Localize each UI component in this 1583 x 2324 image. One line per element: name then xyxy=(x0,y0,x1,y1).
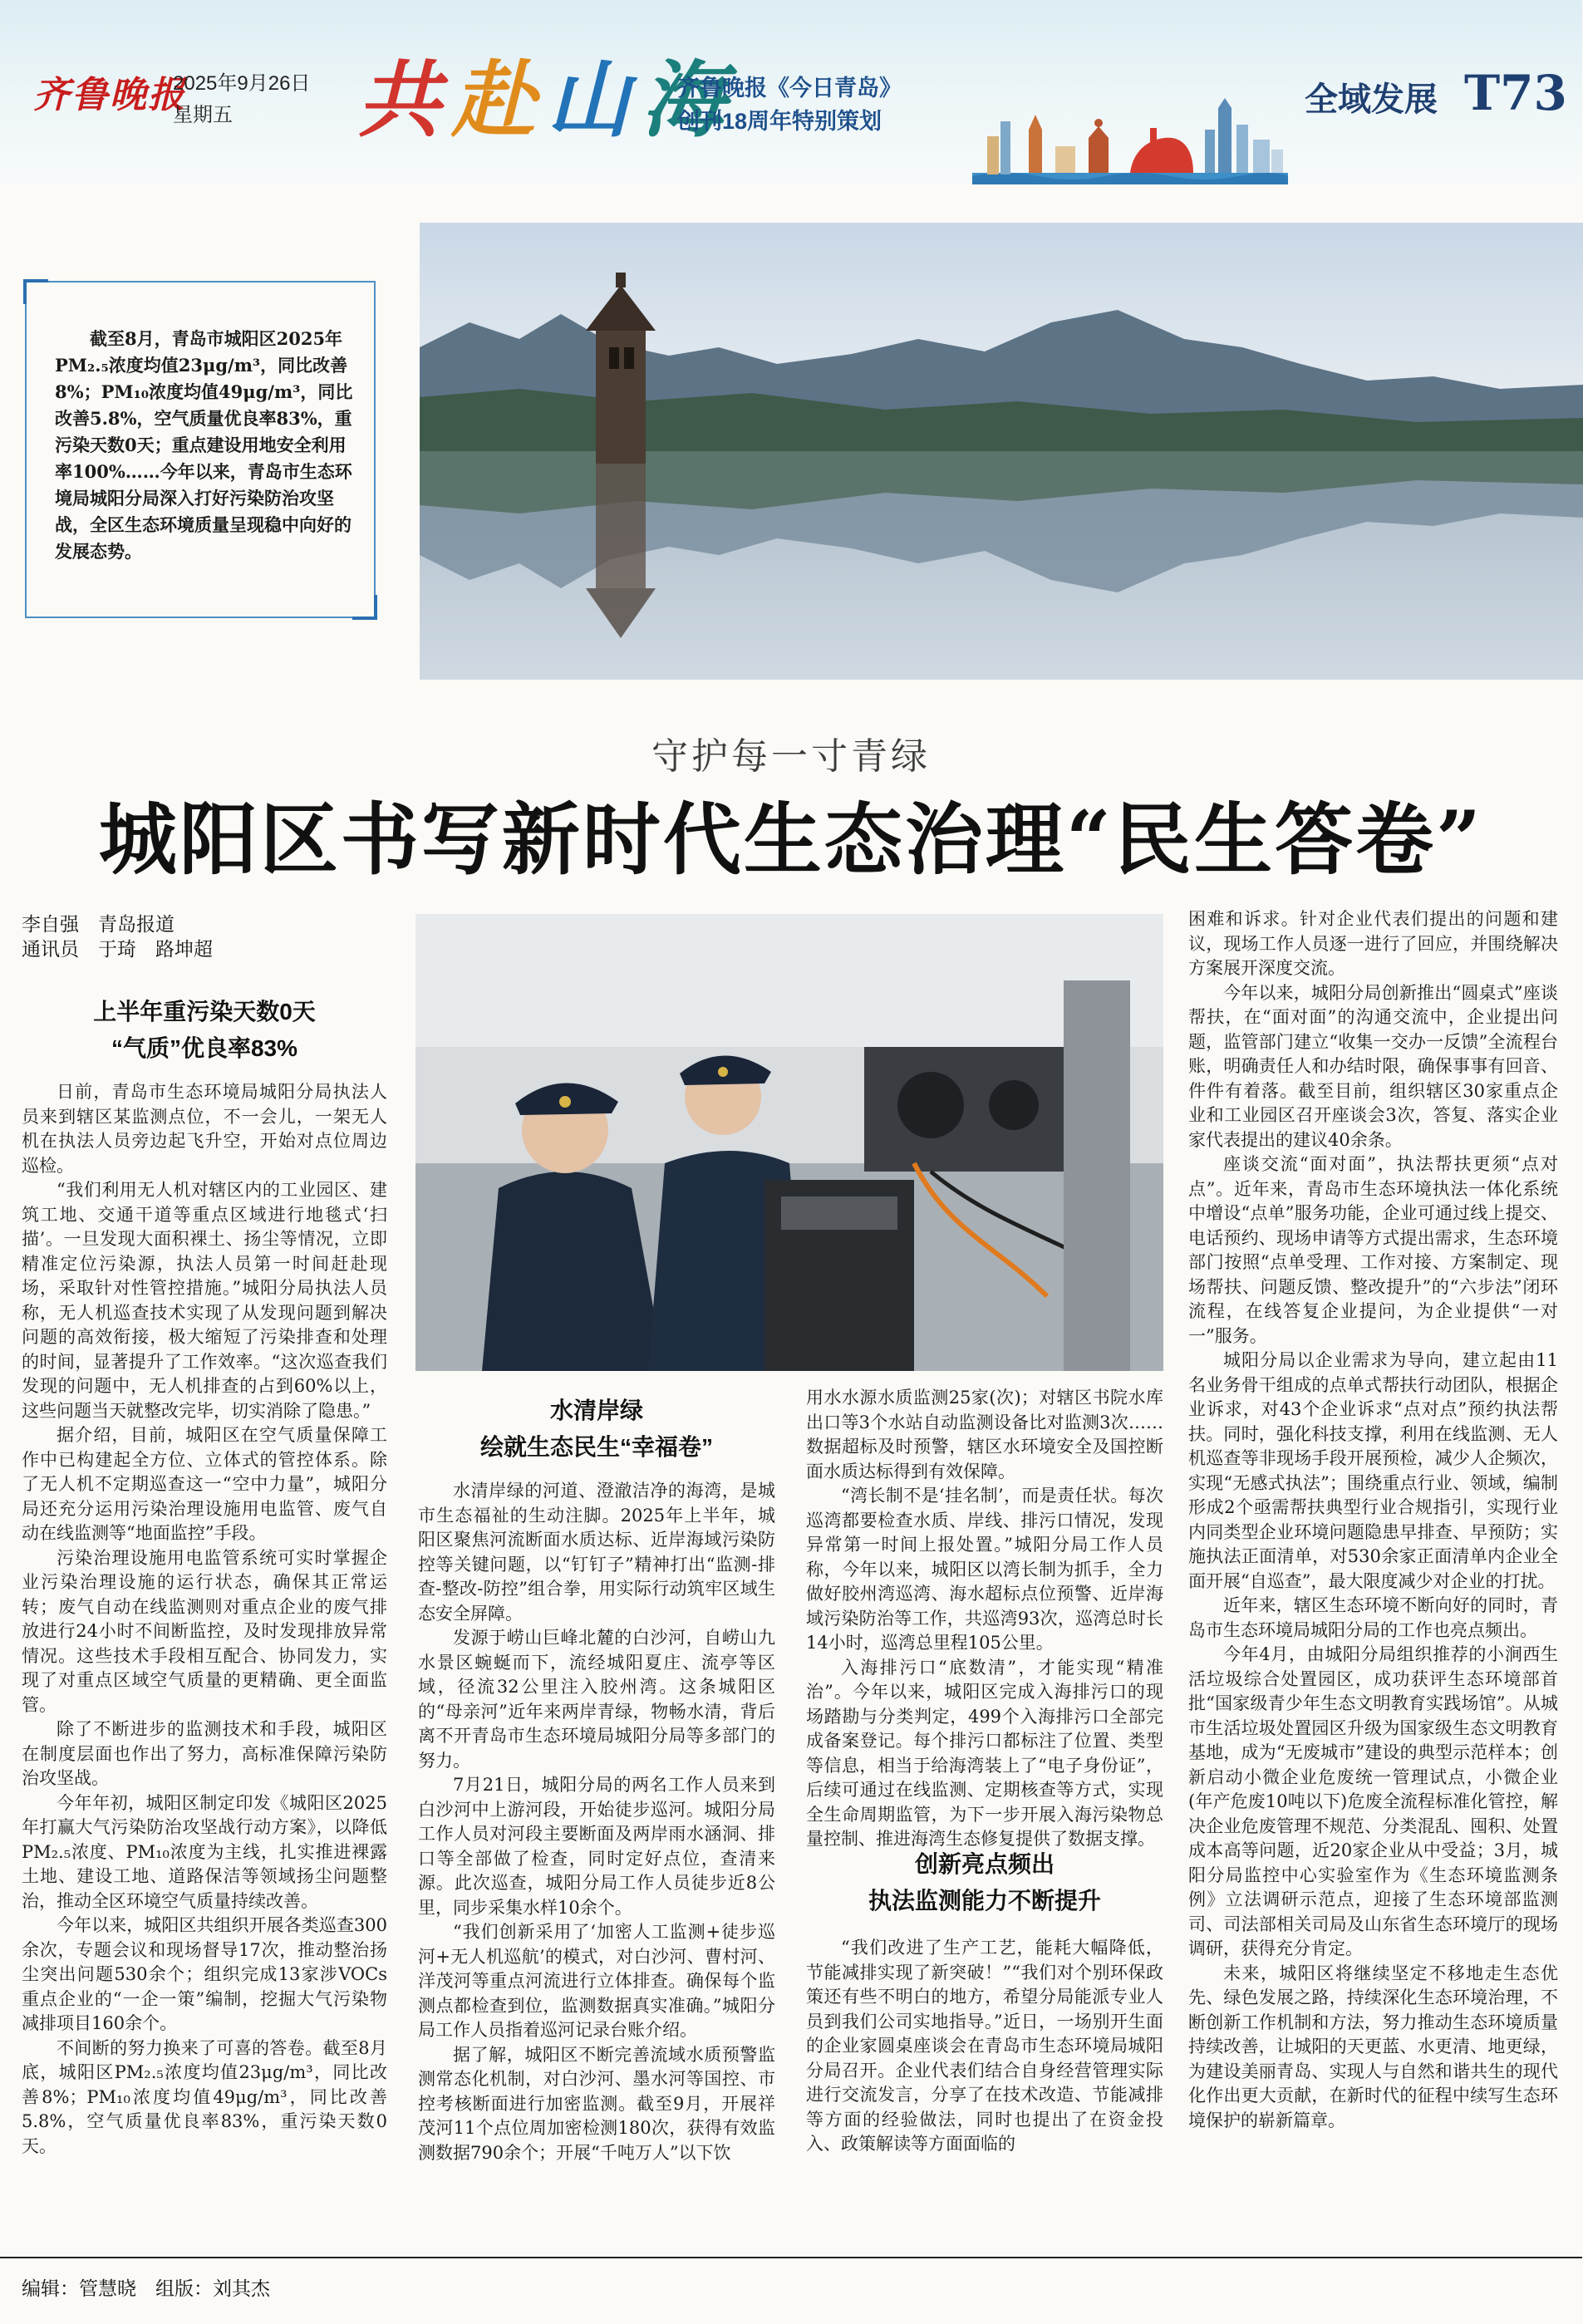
article-paragraph: 用水水源水质监测25家(次)；对辖区书院水库出口等3个水站自动监测设备比对监测3次……数据超标及时预警，辖区水环境安全及国控断面水质达标得到有效保障。 xyxy=(806,1388,1163,1481)
lake-tower-photo xyxy=(420,223,1583,680)
section3-title-line2: 执法监测能力不断提升 xyxy=(868,1888,1101,1914)
byline-correspondents: 通讯员 于琦 路坤超 xyxy=(22,938,213,960)
section2-title-line2: 绘就生态民生“幸福卷” xyxy=(479,1434,713,1460)
article-paragraph: 座谈交流“面对面”，执法帮扶更须“点对点”。近年来，青岛市生态环境执法一体化系统中增设“点单”服务功能，企业可通过线上提交、电话预约、现场申请等方式提出需求，生态环境部门按照“点单受理、工作对接、方案制定、现场帮扶、问题反馈、整改提升”的“六步法”闭环流程，在线答复企业提问，为企业提供“一对一”服务。 xyxy=(1188,1154,1558,1346)
section-name: 全域发展 xyxy=(1305,81,1438,118)
corner-decoration xyxy=(352,595,377,620)
article-column-3-continued xyxy=(806,1936,1163,2243)
special-subtitle-2: 创刊18周年特别策划 xyxy=(677,109,882,134)
article-paragraph: 困难和诉求。针对企业代表们提出的问题和建议，现场工作人员逐一进行了回应，并围绕解决方案展开深度交流。 xyxy=(1188,909,1558,978)
section1-title-line1: 上半年重污染天数0天 xyxy=(93,999,316,1024)
article-paragraph: 发源于崂山巨峰北麓的白沙河，自崂山九水景区蜿蜒而下，流经城阳夏庄、流亭等区域，径流32公里注入胶州湾。这条城阳区的“母亲河”近年来两岸青绿，物畅水清，背后离不开青岛市生态环境局城阳分局等多部门的努力。 xyxy=(418,1628,775,1771)
newspaper-logo: 齐鲁晚报 xyxy=(33,74,186,116)
summary-text: 截至8月，青岛市城阳区2025年PM₂.₅浓度均值23μg/m³，同比改善8%；PM₁₀浓度均值49μg/m³，同比改善5.8%，空气质量优良率83%，重污染天数0天；重点建设用地安全利用率100%……今年以来，青岛市生态环境局城阳分局深入打好污染防治攻坚战，全区生态环境质量呈现稳中向好的发展态势。 xyxy=(55,328,353,562)
article-paragraph: 今年以来，城阳分局创新推出“圆桌式”座谈帮扶，在“面对面”的沟通交流中，企业提出问题，监管部门建立“收集一交办一反馈”全流程台账，明确责任人和办结时限，确保事事有回音、件件有着落。截至目前，组织辖区30家重点企业和工业园区召开座谈会3次，答复、落实企业家代表提出的建议40余条。 xyxy=(1188,982,1558,1150)
article-paragraph: 近年来，辖区生态环境不断向好的同时，青岛市生态环境局城阳分局的工作也亮点频出。 xyxy=(1188,1595,1558,1640)
section2-title-line1: 水清岸绿 xyxy=(549,1398,643,1423)
article-paragraph: 7月21日，城阳分局的两名工作人员来到白沙河中上游河段，开始徒步巡河。城阳分局工作人员对河段主要断面及两岸雨水涵洞、排口等全部做了检查，同时定好点位，查清来源。此次巡查，城阳分局工作人员徒步近8公里，同步采集水样10余个。 xyxy=(418,1775,775,1918)
article-paragraph: 入海排污口“底数清”，才能实现“精准治”。今年以来，城阳区完成入海排污口的现场踏勘与分类判定，499个入海排污口全部完成备案登记。每个排污口都标注了位置、类型等信息，相当于给海湾装上了“电子身份证”，后续可通过在线监测、定期核查等方式，实现全生命周期监管，为下一步开展入海污染物总量控制、推进海湾生态修复提供了数据支撑。 xyxy=(806,1657,1163,1849)
article-kicker: 守护每一寸青绿 xyxy=(651,736,931,777)
article-paragraph: 污染治理设施用电监管系统可实时掌握企业污染治理设施的运行状态，确保其正常运转；废气自动在线监测则对重点企业的废气排放进行24小时不间断监控，及时发现排放异常情况。这些技术手段相互配合、协同发力，实现了对重点区域空气质量的更精确、更全面监管。 xyxy=(22,1547,387,1715)
article-paragraph: 据了解，城阳区不断完善流域水质预警监测常态化机制，对白沙河、墨水河等国控、市控考核断面进行加密监测。截至9月，开展祥茂河11个点位周加密检测180次，获得有效监测数据790余个；开展“千吨万人”以下饮 xyxy=(418,2044,775,2163)
article-headline: 城阳区书写新时代生态治理“民生答卷” xyxy=(98,794,1484,886)
article-paragraph: 据介绍，目前，城阳区在空气质量保障工作中已构建起全方位、立体式的管控体系。除了无人机不定期巡查这一“空中力量”，城阳分局还充分运用污染治理设施用电监管、废气自动在线监测等“地面监控”手段。 xyxy=(22,1425,387,1543)
article-paragraph: 今年4月，由城阳分局组织推荐的小涧西生活垃圾综合处置园区，成功获评生态环境部首批“国家级青少年生态文明教育实践场馆”。从城市生活垃圾处置园区升级为国家级生态文明教育基地，成为“无废城市”建设的典型示范样本；创新启动小微企业危废统一管理试点，小微企业(年产危废10吨以下)危废全流程标准化管控，解决企业危废管理不规范、分类混乱、囤积、处置成本高等问题，近20家企业从中受益；3月，城阳分局监控中心实验室作为《生态环境监测条例》立法调研示范点，迎接了生态环境部监测司、司法部相关司局及山东省生态环境厅的现场调研，获得充分肯定。 xyxy=(1188,1644,1558,1958)
article-paragraph: “湾长制不是‘挂名制’，而是责任状。每次巡湾都要检查水质、岸线、排污口情况，发现异常第一时间上报处置。”城阳分局工作人员称，今年以来，城阳区以湾长制为抓手，全力做好胶州湾巡湾、海水超标点位预警、近岸海域污染防治等工作，共巡湾93次，巡湾总时长14小时，巡湾总里程105公里。 xyxy=(806,1486,1163,1653)
article-paragraph: 未来，城阳区将继续坚定不移地走生态优先、绿色发展之路，持续深化生态环境治理，不断创新工作机制和方法，努力推动生态环境质量持续改善，让城阳的天更蓝、水更清、地更绿，为建设美丽青岛、实现人与自然和谐共生的现代化作出更大贡献，在新时代的征程中续写生态环境保护的崭新篇章。 xyxy=(1188,1963,1558,2130)
article-column-4 xyxy=(1188,907,1558,2243)
issue-weekday: 星期五 xyxy=(173,104,233,126)
special-title: 共赴山海 xyxy=(357,51,736,149)
article-column-2 xyxy=(418,1479,775,2243)
summary-box xyxy=(25,281,376,618)
article-paragraph: 今年以来，城阳区共组织开展各类巡查300余次，专题会议和现场督导17次，推动整治扬尘突出问题530余个；组织完成13家涉VOCs重点企业的“一企一策”编制，挖掘大气污染物减排项目160余个。 xyxy=(22,1915,387,2033)
article-column-1 xyxy=(22,1080,387,2239)
article-column-3 xyxy=(806,1386,1163,1849)
article-paragraph: “我们利用无人机对辖区内的工业园区、建筑工地、交通干道等重点区域进行地毯式‘扫描’。一旦发现大面积裸土、扬尘等情况，立即精准定位污染源，执法人员第一时间赶赴现场，采取针对性管控措施。”城阳分局执法人员称，无人机巡查技术实现了从发现问题到解决问题的高效衔接，极大缩短了污染排查和处理的时间，显著提升了工作效率。“这次巡查我们发现的问题中，无人机排查的占到60%以上，这些问题当天就整改完毕，切实消除了隐患。” xyxy=(22,1180,387,1421)
article-paragraph: 不间断的努力换来了可喜的答卷。截至8月底，城阳区PM₂.₅浓度均值23μg/m³，同比改善8%；PM₁₀浓度均值49μg/m³，同比改善5.8%，空气质量优良率83%，重污染天数0天。 xyxy=(22,2037,387,2156)
article-paragraph: 除了不断进步的监测技术和手段，城阳区在制度层面也作出了努力，高标准保障污染防治攻坚战。 xyxy=(22,1719,387,1788)
article-paragraph: 日前，青岛市生态环境局城阳分局执法人员来到辖区某监测点位，不一会儿，一架无人机在执法人员旁边起飞升空，开始对点位周边巡检。 xyxy=(22,1082,387,1176)
section1-title-line2: “气质”优良率83% xyxy=(111,1035,298,1061)
article-paragraph: “我们创新采用了‘加密人工监测+徒步巡河+无人机巡航’的模式，对白沙河、曹村河、洋茂河等重点河流进行立体排查。确保每个监测点都检查到位，监测数据真实准确。”城阳分局工作人员指着巡河记录台账介绍。 xyxy=(418,1922,775,2040)
editor-credits: 编辑：管慧晓 组版：刘其杰 xyxy=(22,2277,270,2299)
corner-decoration xyxy=(23,279,48,304)
article-paragraph: 城阳分局以企业需求为导向，建立起由11名业务骨干组成的点单式帮扶行动团队，根据企业诉求，对43个企业诉求“点对点”预约执法帮扶。同时，强化科技支撑，利用在线监测、无人机巡查等非现场手段开展预检，减少人企频次，实现“无感式执法”；围绕重点行业、领域，编制形成2个亟需帮扶典型行业合规指引，实现行业内同类型企业环境问题隐患早排查、早预防；实施执法正面清单，对530余家正面清单内企业全面开展“自巡查”，最大限度减少对企业的打扰。 xyxy=(1188,1350,1558,1591)
article-paragraph: “我们改进了生产工艺，能耗大幅降低，节能减排实现了新突破！”“我们对个别环保政策还有些不明白的地方，希望分局能派专业人员到我们公司实地指导。”近日，一场别开生面的企业家圆桌座谈会在青岛市生态环境局城阳分局召开。企业代表们结合自身经营管理实际进行交流发言，分享了在技术改造、节能减排等方面的经验做法，同时也提出了在资金投入、政策解读等方面面临的 xyxy=(806,1938,1163,2154)
byline-reporter: 李自强 青岛报道 xyxy=(22,913,175,935)
issue-date: 2025年9月26日 xyxy=(173,72,311,95)
special-subtitle-1: 齐鲁晚报《今日青岛》 xyxy=(677,76,902,101)
section3-title-line1: 创新亮点频出 xyxy=(914,1851,1055,1877)
footer-divider xyxy=(0,2257,1582,2258)
city-skyline-illustration xyxy=(972,96,1288,184)
article-paragraph: 今年年初，城阳区制定印发《城阳区2025年打赢大气污染防治攻坚战行动方案》，以降低PM₂.₅浓度、PM₁₀浓度为主线，扎实推进裸露土地、建设工地、道路保洁等领域扬尘问题整治，推动全区环境空气质量持续改善。 xyxy=(22,1792,387,1911)
article-paragraph: 水清岸绿的河道、澄澈洁净的海湾，是城市生态福祉的生动注脚。2025年上半年，城阳区聚焦河流断面水质达标、近岸海域污染防控等关键问题，以“钉钉子”精神打出“监测-排查-整改-防控”组合拳，用实际行动筑牢区域生态安全屏障。 xyxy=(418,1481,775,1624)
page-number: T73 xyxy=(1464,65,1567,121)
masthead xyxy=(0,0,1582,184)
inspectors-photo xyxy=(415,914,1163,1371)
